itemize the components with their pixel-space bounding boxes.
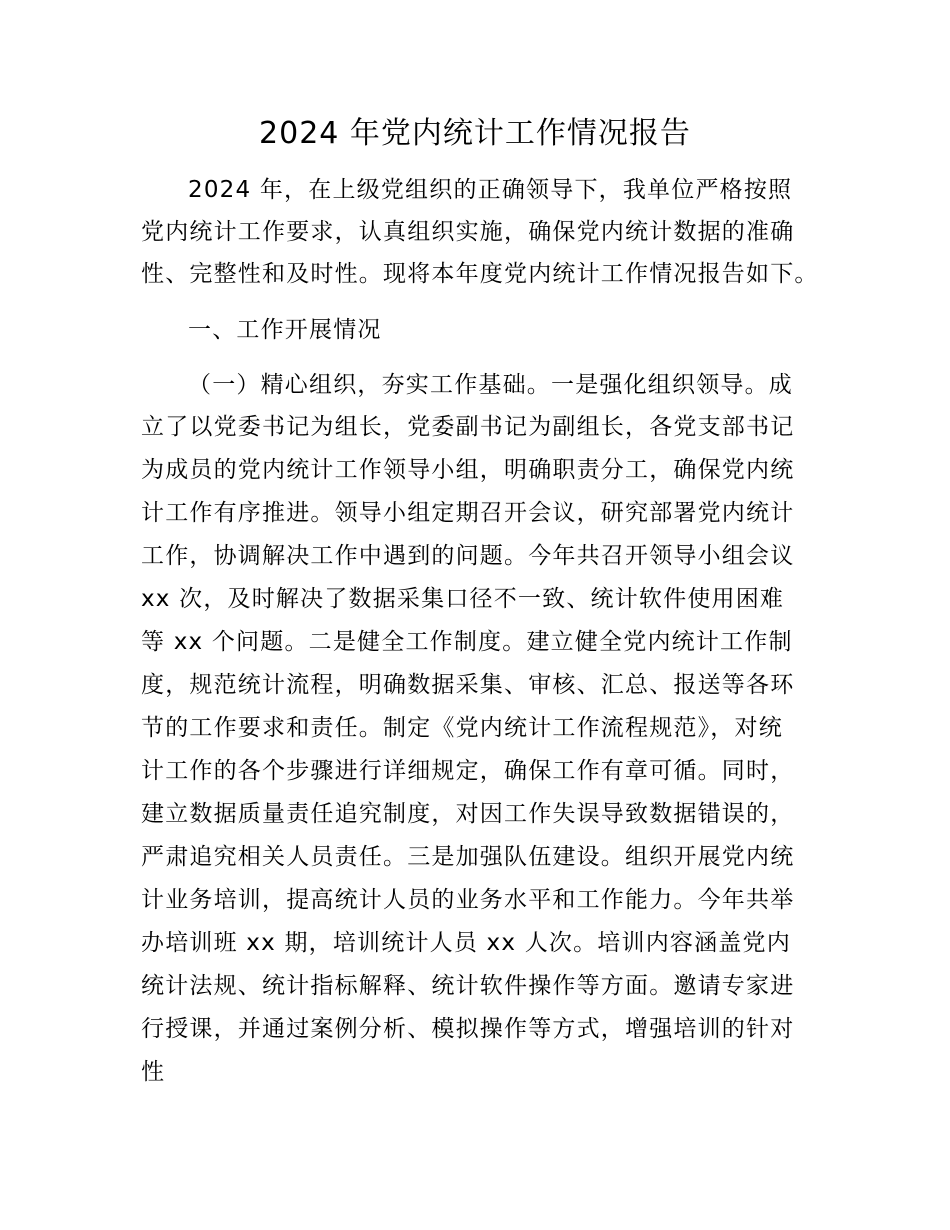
- paragraph-line: xx 次，及时解决了数据采集口径不一致、统计软件使用困难: [141, 586, 785, 612]
- paragraph-line: 计业务培训，提高统计人员的业务水平和工作能力。今年共举: [141, 887, 795, 913]
- paragraph-line: 等 xx 个问题。二是健全工作制度。建立健全党内统计工作制: [141, 629, 793, 655]
- paragraph-line: 性、完整性和及时性。现将本年度党内统计工作情况报告如下。: [141, 261, 819, 287]
- paragraph-line: 计工作有序推进。领导小组定期召开会议，研究部署党内统计: [141, 500, 795, 526]
- paragraph-line: 为成员的党内统计工作领导小组，明确职责分工，确保党内统: [141, 457, 795, 483]
- section-heading: 一、工作开展情况: [188, 317, 382, 343]
- paragraph-line: 2024 年，在上级党组织的正确领导下，我单位严格按照: [188, 177, 793, 203]
- paragraph-line: 统计法规、统计指标解释、统计软件操作等方面。邀请专家进: [141, 973, 795, 999]
- paragraph-line: 行授课，并通过案例分析、模拟操作等方式，增强培训的针对: [141, 1016, 795, 1042]
- paragraph-line: 党内统计工作要求，认真组织实施，确保党内统计数据的准确: [141, 219, 795, 245]
- paragraph-line: 性: [141, 1059, 166, 1085]
- paragraph-line: 度，规范统计流程，明确数据采集、审核、汇总、报送等各环: [141, 672, 795, 698]
- paragraph-line: 计工作的各个步骤进行详细规定，确保工作有章可循。同时，: [141, 758, 795, 784]
- paragraph-line: 严肃追究相关人员责任。三是加强队伍建设。组织开展党内统: [141, 844, 795, 870]
- paragraph-line: （一）精心组织，夯实工作基础。一是强化组织领导。成: [188, 372, 793, 398]
- paragraph-line: 工作，协调解决工作中遇到的问题。今年共召开领导小组会议: [141, 543, 795, 569]
- paragraph-line: 节的工作要求和责任。制定《党内统计工作流程规范》，对统: [141, 715, 783, 741]
- document-title: 2024 年党内统计工作情况报告: [259, 116, 691, 151]
- paragraph-line: 立了以党委书记为组长，党委副书记为副组长，各党支部书记: [141, 414, 795, 440]
- paragraph-line: 建立数据质量责任追究制度，对因工作失误导致数据错误的，: [141, 801, 795, 827]
- paragraph-line: 办培训班 xx 期，培训统计人员 xx 人次。培训内容涵盖党内: [141, 930, 791, 956]
